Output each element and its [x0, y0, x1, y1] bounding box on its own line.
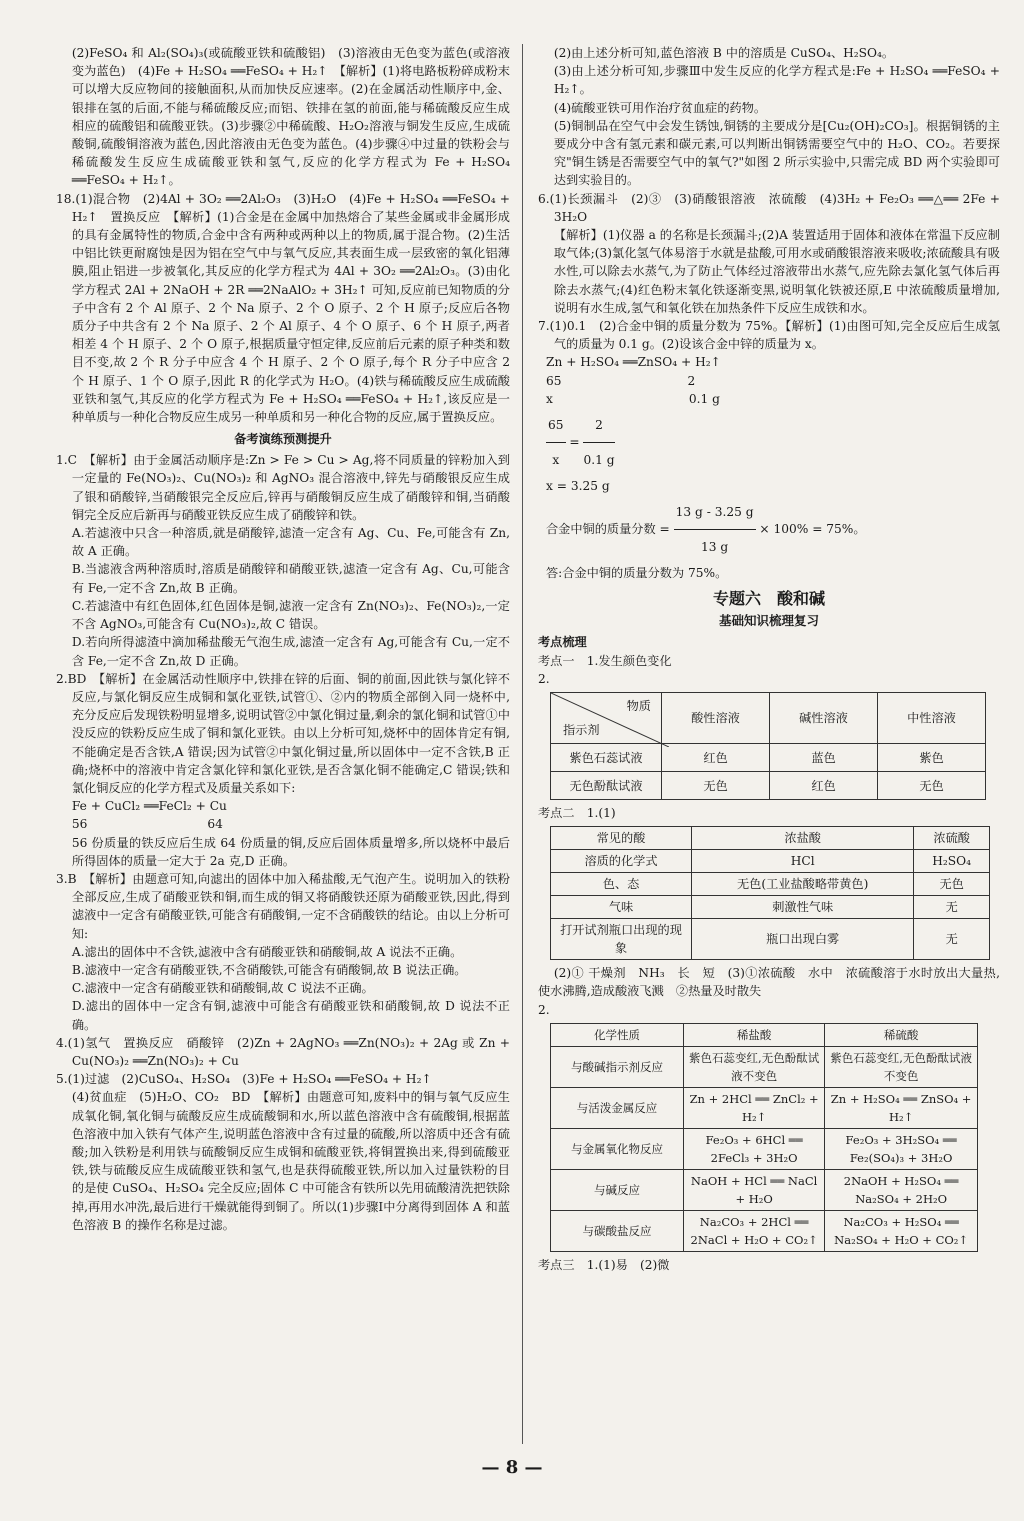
- answer-2: 2.BD 【解析】在金属活动性顺序中,铁排在锌的后面、铜的前面,因此铁与氯化锌不反应,与氯化铜反应生成铜和氯化亚铁,试管①、②内的物质全部倒入同一烧杯中,充分反应后发现铁粉明显增多,说明试管②中氯化铜过量,剩余的氯化铜和试管①中没反应的铁粉反应生成了铜和氯化亚铁。由以上分析可知,烧杯中的固体肯定有铜,不能确定是否含铁,A 错误;因为试管②中氯化铜过量,所以固体中一定不含铁,B 正确;烧杯中的溶液中肯定含氯化锌和氯化亚铁,是否含氯化铜不能确定,C 错误;铁和氯化铜反应的化学方程式及质量关系如下:: [56, 671, 510, 795]
- answer-3-option-d: D.滤出的固体中一定含有铜,滤液中可能含有硝酸亚铁和硝酸铜,故 D 说法不正确。: [71, 999, 510, 1032]
- answer-5-analysis: (4)贫血症 (5)H₂O、CO₂ BD 【解析】由题意可知,废料中的铜与氧气反应生成氧化铜,氧化铜与硫酸反应生成硫酸铜和水,所以蓝色溶液中含有硫酸铜,根据蓝色溶液中加入铁有气体产生,说明蓝色溶液中含有过量的硫酸,所以溶质中还含有硫酸;加入铁粉是利用铁与硫酸铜反应生成铜和硫酸亚铁,将铜置换出来,得到硫酸亚铁,铁与硫酸反应生成硫酸亚铁和氢气,也是获得硫酸亚铁,所以加入过量铁粉的目的是使 CuSO₄、H₂SO₄ 完全反应;固体 C 中可能含有铁所以先用硫酸清洗把铁除掉,再用水冲洗,最后进行干燥就能得到铜了。所以(1)步骤Ⅰ中分离得到固体 A 和蓝色溶液 B 的操作名称是过滤。: [71, 1090, 510, 1232]
- answer-7-conclusion: 答:合金中铜的质量分数为 75%。: [546, 566, 728, 581]
- answer-2-masses: [56, 815, 510, 833]
- answer-6: 6.(1)长颈漏斗 (2)③ (3)硝酸银溶液 浓硫酸 (4)3H₂ + Fe₂O₃ ══△══ 2Fe + 3H₂O: [538, 191, 1000, 224]
- answer-1-option-a: A.若滤液中只含一种溶质,就是硝酸锌,滤渣一定含有 Ag、Cu、Fe,可能含有 Zn,故 A 正确。: [71, 526, 510, 559]
- table-row: 与酸碱指示剂反应 紫色石蕊变红,无色酚酞试液不变色 紫色石蕊变红,无色酚酞试液不变色: [551, 1046, 978, 1087]
- answer-1-option-b: B.当滤液含两种溶质时,溶质是硝酸锌和硝酸亚铁,滤渣一定含有 Ag、Cu,可能含有 Fe,一定不含 Zn,故 B 正确。: [71, 562, 510, 595]
- q5-cont-2: (2)由上述分析可知,蓝色溶液 B 中的溶质是 CuSO₄、H₂SO₄。: [553, 46, 895, 60]
- answer-1-option-d: D.若向所得滤渣中滴加稀盐酸无气泡生成,滤渣一定含有 Ag,可能含有 Cu,一定不含 Fe,一定不含 Zn,故 D 正确。: [71, 635, 510, 668]
- indicator-table: [550, 692, 986, 800]
- column-divider: [522, 44, 523, 1444]
- table-row: 打开试剂瓶口出现的现象 瓶口出现白雾 无: [551, 919, 990, 960]
- table-row: 溶质的化学式 HCl H₂SO₄: [551, 850, 990, 873]
- answer-2-tail: 56 份质量的铁反应后生成 64 份质量的铜,反应后固体质量增多,所以烧杯中最后所得固体的质量一定大于 2a 克,D 正确。: [71, 835, 510, 868]
- answer-7: 7.(1)0.1 (2)合金中铜的质量分数为 75%。【解析】(1)由图可知,完全反应后生成氢气的质量为 0.1 g。(2)设该合金中锌的质量为 x。: [538, 319, 1000, 352]
- answer-3-option-c: C.滤液中一定含有硝酸亚铁和硝酸铜,故 C 说法不正确。: [71, 981, 374, 996]
- answer-1: 1.C 【解析】由于金属活动顺序是:Zn > Fe > Cu > Ag,将不同质量的锌粉加入到一定量的 Fe(NO₃)₂、Cu(NO₃)₂ 和 AgNO₃ 混合溶液中,锌先与硝酸银反应生成了银和硝酸锌,当硝酸银完全反应后,锌再与硝酸铜反应生成了硝酸锌和铜,当硝酸铜完全反应后新再与硝酸亚铁反应生成了硝酸锌和铁。: [56, 453, 510, 522]
- q5-cont-3: (3)由上述分析可知,步骤Ⅲ中发生反应的化学方程式是:Fe + H₂SO₄ ══FeSO₄ + H₂↑。: [553, 64, 1000, 97]
- kaodian-2-items: (2)① 干燥剂 NH₃ 长 短 (3)①浓硫酸 水中 浓硫酸溶于水时放出大量热,使水沸腾,造成酸液飞溅 ②热量及时散失: [538, 966, 1000, 999]
- kaodian-2-item-2: 2.: [538, 1002, 550, 1017]
- table-row: 与碱反应 NaOH + HCl ══ NaCl + H₂O 2NaOH + H₂SO₄ ══ Na₂SO₄ + 2H₂O: [551, 1169, 978, 1210]
- mass-zn: 65: [546, 373, 562, 388]
- kaodian-3: 考点三 1.(1)易 (2)微: [538, 1257, 670, 1272]
- answer-7-x-value: x = 3.25 g: [546, 479, 610, 494]
- table-row: 色、态 无色(工业盐酸略带黄色) 无色: [551, 873, 990, 896]
- table-row: 无色酚酞试液 无色 红色 无色: [551, 772, 986, 800]
- table-row: 与金属氧化物反应 Fe₂O₃ + 6HCl ══ 2FeCl₃ + 3H₂O Fe₂O₃ + 3H₂SO₄ ══ Fe₂(SO₄)₃ + 3H₂O: [551, 1128, 978, 1169]
- table-row: 与活泼金属反应 Zn + 2HCl ══ ZnCl₂ + H₂↑ Zn + H₂SO₄ ══ ZnSO₄ + H₂↑: [551, 1087, 978, 1128]
- mass-fe: 56: [71, 817, 88, 832]
- fraction-percent: $\frac{13 g - 3.25 g}{13 g}$: [674, 495, 756, 564]
- kaodian-1-item-2: 2.: [538, 671, 550, 686]
- indicator-header: 中性溶液: [878, 693, 986, 744]
- unknown-x: x: [546, 391, 553, 406]
- answer-7-mass-row: [546, 372, 1000, 390]
- answer-7-proportion: $\frac{65}{x}$ = $\frac{2}{0.1 g}$: [546, 408, 1000, 477]
- mass-h2: 2: [687, 373, 696, 388]
- left-column: [56, 44, 510, 1234]
- kaodian-header: 考点梳理: [538, 635, 587, 650]
- table-row: 与碳酸盐反应 Na₂CO₃ + 2HCl ══ 2NaCl + H₂O + CO₂↑ Na₂CO₃ + H₂SO₄ ══ Na₂SO₄ + H₂O + CO₂↑: [551, 1210, 978, 1251]
- acid-table: 常见的酸 浓盐酸 浓硫酸 溶质的化学式 HCl H₂SO₄ 色、态 无色(工业盐酸略带黄色) 无色 气味 刺激性气味 无 打开试剂瓶口出现的现象 瓶口出现白雾 无: [550, 826, 990, 960]
- mass-cu: 64: [207, 817, 223, 832]
- answer-1-option-c: C.若滤渣中有红色固体,红色固体是铜,滤液一定含有 Zn(NO₃)₂、Fe(NO₃)₂,一定不含 AgNO₃,可能含有 Cu(NO₃)₂,故 C 错误。: [71, 598, 510, 632]
- answer-7-percent: 合金中铜的质量分数 = $\frac{13 g - 3.25 g}{13 g}$ × 100% = 75%。: [546, 495, 1000, 564]
- indicator-header: 酸性溶液: [662, 693, 770, 744]
- right-column: [538, 44, 1000, 1274]
- answer-7-value-row: [546, 390, 1000, 408]
- fraction-left: $\frac{65}{x}$: [546, 408, 566, 477]
- indicator-table-corner: 物质 指示剂: [551, 693, 662, 744]
- answer-3-option-a: A.滤出的固体中不含铁,滤液中含有硝酸亚铁和硝酸铜,故 A 说法不正确。: [71, 944, 463, 959]
- topic-title: 专题六 酸和碱: [712, 589, 825, 609]
- fraction-right: $\frac{2}{0.1 g}$: [583, 408, 614, 477]
- answer-3-option-b: B.滤液中一定含有硝酸亚铁,不含硝酸铁,可能含有硝酸铜,故 B 说法正确。: [71, 962, 467, 977]
- table-row: 紫色石蕊试液 红色 蓝色 紫色: [551, 744, 986, 772]
- chemical-properties-table: 化学性质 稀盐酸 稀硫酸 与酸碱指示剂反应 紫色石蕊变红,无色酚酞试液不变色 紫色石蕊变红,无色酚酞试液不变色 与活泼金属反应 Zn + 2HCl ══ ZnCl₂ + H₂↑ Zn + H₂SO₄ ══ ZnSO₄ + H₂↑ 与金属氧化物反应 Fe₂O₃ + 6HCl ══ 2FeCl₃ + 3H₂O Fe₂O₃ + 3H₂SO₄ ══ Fe₂(SO₄)₃ + 3H₂O 与碱反应 NaOH + HCl ══ NaCl + H₂O 2NaOH + H₂SO₄ ══ Na₂SO₄ + 2H₂O 与碳酸盐反应 Na₂CO₃ + 2HCl ══ 2NaCl + H₂O + CO₂↑ Na₂CO₃ + H₂SO₄ ══ Na₂SO₄ + H₂O + CO₂↑: [550, 1023, 978, 1252]
- indicator-header: 碱性溶液: [770, 693, 878, 744]
- mass-given: 0.1 g: [688, 391, 720, 406]
- answer-7-equation: Zn + H₂SO₄ ══ZnSO₄ + H₂↑: [546, 355, 721, 370]
- table-row: 气味 刺激性气味 无: [551, 896, 990, 919]
- answer-6-analysis: 【解析】(1)仪器 a 的名称是长颈漏斗;(2)A 装置适用于固体和液体在常温下反应制取气体;(3)氯化氢气体易溶于水就是盐酸,可用水或硝酸银溶液来吸收;浓硫酸具有吸水性,可以除去水蒸气,为了防止气体经过溶液带出水蒸气,应先除去氯化氢气体后再除去水蒸气;(4)红色粉末氧化铁逐渐变黑,说明氧化铁被还原,E 中浓硫酸质量增加,说明有水生成,氢气和氧化铁在加热条件下反应生成铁和水。: [553, 228, 1000, 315]
- topic-subtitle: 基础知识梳理复习: [718, 613, 819, 629]
- kaodian-1: 考点一 1.发生颜色变化: [538, 653, 672, 668]
- q5-cont-5: (5)铜制品在空气中会发生锈蚀,铜锈的主要成分是[Cu₂(OH)₂CO₃]。根据铜锈的主要成分中含有氢元素和碳元素,可以判断出铜锈需要空气中的 H₂O、CO₂。若要探究"铜生锈是否需要空气中的氧气?"如图 2 所示实验中,只需完成 BD 两个实验即可达到实验目的。: [553, 118, 1000, 188]
- section-title: 备考演练预测提升: [234, 432, 332, 447]
- answer-18: 18.(1)混合物 (2)4Al + 3O₂ ══2Al₂O₃ (3)H₂O (4)Fe + H₂SO₄ ══FeSO₄ + H₂↑ 置换反应 【解析】(1)合金是在金属中加热熔合了某些金属或非金属形成的具有金属特性的物质,合金中含有两种或两种以上的物质,属于混合物。(2)生活中铝比铁更耐腐蚀是因为铝在空气中与氧气反应,其表面生成一层致密的氧化铝薄膜,阻止铝进一步被氧化,其反应的化学方程式为 4Al + 3O₂ ══2Al₂O₃。(3)由化学方程式 2Al + 2NaOH + 2R ══2NaAlO₂ + 3H₂↑ 可知,反应前已知物质的分子中含有 2 个 Al 原子、2 个 Na 原子、2 个 O 原子、2 个 H 原子;反应后各物质分子中共含有 2 个 Na 原子、2 个 Al 原子、4 个 O 原子、6 个 H 原子,两者相差 4 个 H 原子、2 个 O 原子,根据质量守恒定律,反应前后元素的原子种类和数目不变,故 2 个 R 分子中应含 4 个 H 原子、2 个 O 原子,每个 R 分子中应含 2 个 H 原子、1 个 O 原子,因此 R 的化学式为 H₂O。(4)铁与稀硫酸反应生成硫酸亚铁和氢气,其反应的化学方程式为 Fe + H₂SO₄ ══FeSO₄ + H₂↑,该反应是一种单质与一种化合物反应生成另一种单质和另一种化合物的反应,属于置换反应。: [56, 191, 510, 425]
- answer-2-equation: Fe + CuCl₂ ══FeCl₂ + Cu: [71, 799, 227, 814]
- q17-continuation: (2)FeSO₄ 和 Al₂(SO₄)₃(或硫酸亚铁和硫酸铝) (3)溶液由无色变为蓝色(或溶液变为蓝色) (4)Fe + H₂SO₄ ══FeSO₄ + H₂↑ 【解析】(1)将电路板粉碎成粉末可以增大反应物间的接触面积,从而加快反应速率。(2)在金属活动性顺序中,金、银排在氢的后面,不能与稀硫酸反应;而铝、铁排在氢的前面,能与稀硫酸反应生成相应的硫酸铝和硫酸亚铁。(3)步骤②中稀硫酸、H₂O₂溶液与铜发生反应,生成硫酸铜,硫酸铜溶液为蓝色,因此溶液由无色变为蓝色。(4)步骤④中过量的铁粉会与稀硫酸发生反应生成硫酸亚铁和氢气,反应的化学方程式为 Fe + H₂SO₄ ══FeSO₄ + H₂↑。: [71, 46, 510, 188]
- answer-4: 4.(1)氢气 置换反应 硝酸锌 (2)Zn + 2AgNO₃ ══Zn(NO₃)₂ + 2Ag 或 Zn + Cu(NO₃)₂ ══Zn(NO₃)₂ + Cu: [56, 1035, 510, 1068]
- q5-cont-4: (4)硫酸亚铁可用作治疗贫血症的药物。: [553, 100, 767, 115]
- page-number: — 8 —: [481, 1457, 543, 1478]
- answer-7-calculation: [546, 353, 1000, 582]
- kaodian-2: 考点二 1.(1): [538, 806, 616, 821]
- answer-5: 5.(1)过滤 (2)CuSO₄、H₂SO₄ (3)Fe + H₂SO₄ ══FeSO₄ + H₂↑: [56, 1072, 432, 1087]
- answer-3: 3.B 【解析】由题意可知,向滤出的固体中加入稀盐酸,无气泡产生。说明加入的铁粉全部反应,生成了硝酸亚铁和铜,而生成的铜又将硝酸铁还原为硝酸亚铁,因此,得到滤液中一定含有硝酸亚铁,可能含有硝酸铜,一定不含硝酸铁的结论。由以上分析可知:: [56, 871, 510, 941]
